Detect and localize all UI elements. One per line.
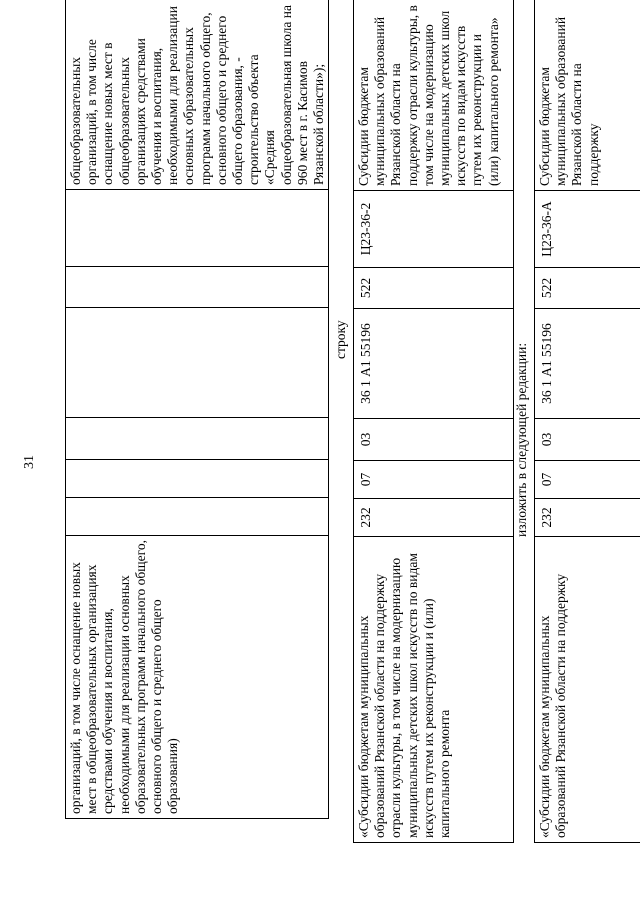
cell-code-old: Ц23-36-2 <box>354 191 514 268</box>
continuation-table <box>65 0 329 819</box>
label-redaction: изложить в следующей редакции: <box>514 342 529 537</box>
cell-section-new: 07 <box>535 461 640 499</box>
cell-admin-old: 232 <box>354 499 514 537</box>
cell-name-new: «Субсидии бюджетам муниципальных образований Рязанской области на поддержку <box>535 537 640 843</box>
cell-vr-new: 522 <box>535 268 640 309</box>
cell-subsection-empty <box>66 418 329 460</box>
cell-subsection-new: 03 <box>535 419 640 461</box>
cell-section-empty <box>66 460 329 498</box>
cell-target-new: 36 1 А1 55196 <box>535 309 640 419</box>
cell-name-continued: организаций, в том числе оснащение новых мест в общеобразовательных организациях средствами обучения и воспитания, необходимыми для реализации основных образовательных программ начального общего, основного общего и среднего общего образования) <box>66 536 329 819</box>
cell-subsection-old: 03 <box>354 419 514 461</box>
page-number: 31 <box>22 455 37 469</box>
cell-purpose-new: Субсидии бюджетам муниципальных образований Рязанской области на поддержку <box>535 0 640 191</box>
cell-target-old: 36 1 А1 55196 <box>354 309 514 419</box>
cell-name-old: «Субсидии бюджетам муниципальных образований Рязанской области на поддержку отрасли культуры, в том числе на модернизацию муниципальных детских школ искусств по видам искусств путем их реконструкции и (или) капитального ремонта <box>354 537 514 843</box>
label-stroku: строку <box>333 320 348 359</box>
cell-purpose-continued: общеобразовательных организаций, в том числе оснащение новых мест в общеобразовательных организациях средствами обучения и воспитания, необходимыми для реализации основных образовательных программ начального общего, основного общего и среднего общего образования, - строительство объекта «Средняя общеобразовательная школа на 960 мест в г. Касимов Рязанской области»); <box>66 0 329 190</box>
cell-section-old: 07 <box>354 461 514 499</box>
old-row-table <box>353 0 514 843</box>
cell-admin-new: 232 <box>535 499 640 537</box>
cell-purpose-old: Субсидии бюджетам муниципальных образований Рязанской области на поддержку отрасли культуры, в том числе на модернизацию муниципальных детских школ искусств по видам искусств путем их реконструкции и (или) капитального ремонта» <box>354 0 514 191</box>
cell-vr-old: 522 <box>354 268 514 309</box>
cell-code-new: Ц23-36-А <box>535 191 640 268</box>
new-row-table <box>534 0 640 843</box>
cell-vr-empty <box>66 267 329 308</box>
cell-code-empty <box>66 190 329 267</box>
cell-target-empty <box>66 308 329 418</box>
cell-admin-empty <box>66 498 329 536</box>
